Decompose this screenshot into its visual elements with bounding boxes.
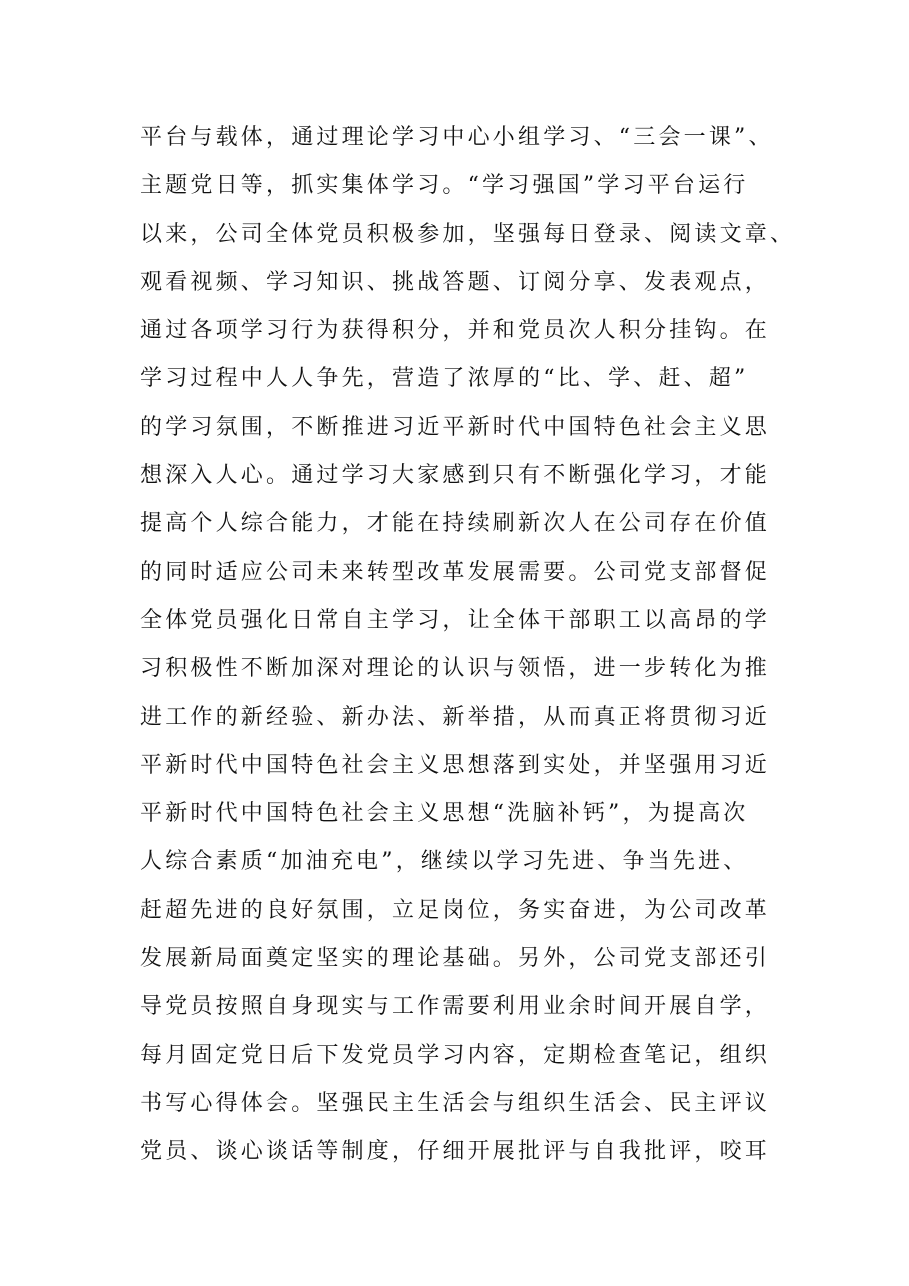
text-line: 主题党日等，抓实集体学习。“学习强国”学习平台运行 [140,173,749,199]
text-line: 观看视频、学习知识、挑战答题、订阅分享、发表观点， [140,269,771,295]
text-line: 学习过程中人人争先，营造了浓厚的“比、学、赶、超” [140,366,749,392]
text-line: 的同时适应公司未来转型改革发展需要。公司党支部督促 [140,559,771,585]
text-line: 人综合素质“加油充电”，继续以学习先进、争当先进、 [140,849,749,875]
text-line: 以来，公司全体党员积极参加，坚强每日登录、阅读文章、 [140,221,796,247]
text-line: 的学习氛围，不断推进习近平新时代中国特色社会主义思 [140,414,771,440]
text-line: 平新时代中国特色社会主义思想落到实处，并坚强用习近 [140,752,771,778]
text-line: 进工作的新经验、新办法、新举措，从而真正将贯彻习近 [140,704,771,730]
text-line: 党员、谈心谈话等制度，仔细开展批评与自我批评，咬耳 [140,1139,771,1165]
text-line: 想深入人心。通过学习大家感到只有不断强化学习，才能 [140,463,771,489]
text-line: 发展新局面奠定坚实的理论基础。另外，公司党支部还引 [140,946,771,972]
text-line: 习积极性不断加深对理论的认识与领悟，进一步转化为推 [140,656,771,682]
text-line: 每月固定党日后下发党员学习内容，定期检查笔记，组织 [140,1042,771,1068]
text-line: 平新时代中国特色社会主义思想“洗脑补钙”，为提高次 [140,801,749,827]
body-text [140,114,796,1177]
text-line: 全体党员强化日常自主学习，让全体干部职工以高昂的学 [140,607,771,633]
text-line: 提高个人综合能力，才能在持续刷新次人在公司存在价值 [140,511,771,537]
text-line: 平台与载体，通过理论学习中心小组学习、“三会一课”、 [140,125,774,150]
text-line: 通过各项学习行为获得积分，并和党员次人积分挂钩。在 [140,318,771,344]
text-line: 赶超先进的良好氛围，立足岗位，务实奋进，为公司改革 [140,897,771,923]
text-line: 导党员按照自身现实与工作需要利用业余时间开展自学， [140,994,771,1020]
text-line: 书写心得体会。坚强民主生活会与组织生活会、民主评议 [140,1090,771,1116]
